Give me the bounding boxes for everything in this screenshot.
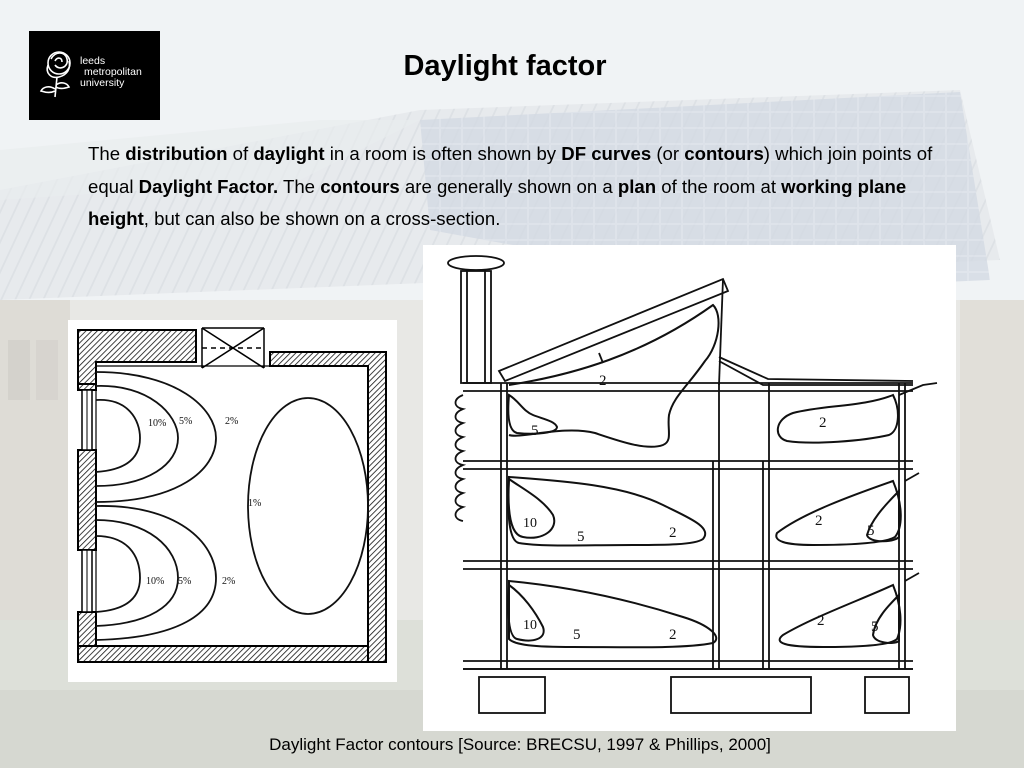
- logo-wordmark: [80, 56, 142, 89]
- label-lower-10: 10%: [146, 576, 165, 587]
- paragraph-text: (or: [651, 143, 685, 164]
- paragraph-text: , but can also be shown on a cross-section.: [143, 208, 501, 229]
- logo-line-3: university: [80, 77, 125, 89]
- paragraph-emphasis: Daylight Factor.: [138, 175, 279, 197]
- paragraph-text: in a room is often shown by: [324, 143, 562, 164]
- label-upper-2: 2%: [225, 416, 239, 427]
- label-low-left-5: 5: [573, 627, 581, 643]
- label-upper-5: 5%: [179, 416, 193, 427]
- label-mid-left-5: 5: [577, 529, 585, 545]
- label-low-right-2: 2: [817, 613, 825, 629]
- paragraph-text: The: [278, 175, 321, 197]
- figure-caption: Daylight Factor contours [Source: BRECSU, 1997 & Phillips, 2000]: [269, 735, 771, 754]
- university-logo: [29, 31, 160, 120]
- slide-title: Daylight factor: [403, 50, 607, 82]
- plan-contours: [96, 372, 368, 640]
- label-low-right-5: 5: [871, 619, 879, 635]
- label-low-left-2: 2: [669, 627, 677, 643]
- paragraph-emphasis: DF curves: [561, 143, 652, 164]
- plan-diagram: [68, 320, 397, 682]
- label-mid-right-5: 5: [867, 523, 875, 539]
- paragraph-emphasis: contours: [320, 175, 400, 197]
- door-symbol: [202, 328, 264, 368]
- paragraph-emphasis: plan: [617, 175, 657, 197]
- label-center-1: 1%: [248, 498, 262, 509]
- paragraph-text: are generally shown on a: [399, 175, 618, 197]
- label-upper-10: 10%: [148, 418, 167, 429]
- label-attic-right-2: 2: [819, 415, 827, 431]
- label-lower-5: 5%: [178, 576, 192, 587]
- logo-line-1: leeds: [80, 55, 106, 67]
- paragraph-text: ) which join points of equal: [88, 143, 933, 197]
- paragraph-emphasis: distribution: [125, 143, 228, 164]
- paragraph-text: of: [227, 143, 254, 164]
- label-mid-left-10: 10: [523, 516, 537, 531]
- section-contour-labels: [523, 373, 879, 643]
- paragraph-emphasis: daylight: [253, 143, 325, 164]
- logo-line-2: metropolitan: [84, 66, 142, 78]
- cross-section-diagram: [423, 245, 956, 731]
- plan-contour-labels: [146, 416, 261, 587]
- paragraph-text: The: [88, 143, 126, 164]
- label-roof-5: 5: [531, 423, 539, 439]
- paragraph-emphasis: contours: [684, 143, 764, 164]
- label-mid-right-2: 2: [815, 513, 823, 529]
- label-roof-2: 2: [599, 373, 607, 389]
- body-paragraph: [88, 138, 948, 236]
- paragraph-emphasis: working plane height: [88, 175, 907, 229]
- plan-walls: [78, 330, 386, 662]
- label-low-left-10: 10: [523, 618, 537, 633]
- paragraph-text: of the room at: [656, 175, 782, 197]
- label-lower-2: 2%: [222, 576, 236, 587]
- label-mid-left-2: 2: [669, 525, 677, 541]
